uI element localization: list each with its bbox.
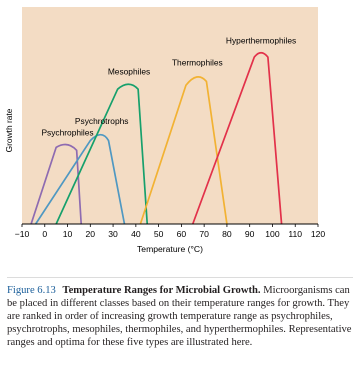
- figure-caption: [7, 284, 353, 349]
- y-axis-label: Growth rate: [4, 108, 14, 153]
- x-tick-label: 20: [85, 229, 96, 239]
- figure-caption-body: Microorganisms can be placed in different classes based on their temperature ranges for growth. They are ranked in order of increasing growth temperature range as psychrophiles, psychrotrophs, mesophiles, thermophiles, and hyperthermophiles. Representative ranges and optima for these five types are illustrated here.: [7, 285, 352, 349]
- series-label-hyperthermophiles: Hyperthermophiles: [225, 35, 297, 46]
- x-ticks-group: [15, 224, 326, 239]
- x-tick-label: 70: [199, 229, 209, 239]
- series-label-mesophiles: Mesophiles: [107, 66, 151, 77]
- x-tick-label: 80: [222, 229, 232, 239]
- x-tick-label: −10: [14, 229, 30, 239]
- x-tick-label: 40: [131, 229, 141, 239]
- series-label-psychrotrophs: Psychrotrophs: [74, 115, 129, 126]
- series-label-psychrophiles: Psychrophiles: [41, 127, 94, 138]
- caption-divider: [7, 277, 353, 278]
- x-axis-label: Temperature (°C): [137, 244, 203, 254]
- series-label-thermophiles: Thermophiles: [171, 57, 223, 68]
- x-tick-label: 10: [62, 229, 73, 239]
- figure-number: Figure 6.13: [7, 285, 56, 296]
- x-tick-label: 100: [265, 229, 280, 239]
- figure-title: Temperature Ranges for Microbial Growth.: [62, 285, 261, 296]
- x-tick-label: 50: [153, 229, 164, 239]
- x-tick-label: 30: [108, 229, 118, 239]
- x-tick-label: 0: [42, 229, 48, 239]
- x-tick-label: 110: [288, 229, 303, 239]
- x-tick-label: 60: [176, 229, 187, 239]
- x-tick-label: 120: [310, 229, 326, 239]
- x-tick-label: 90: [244, 229, 255, 239]
